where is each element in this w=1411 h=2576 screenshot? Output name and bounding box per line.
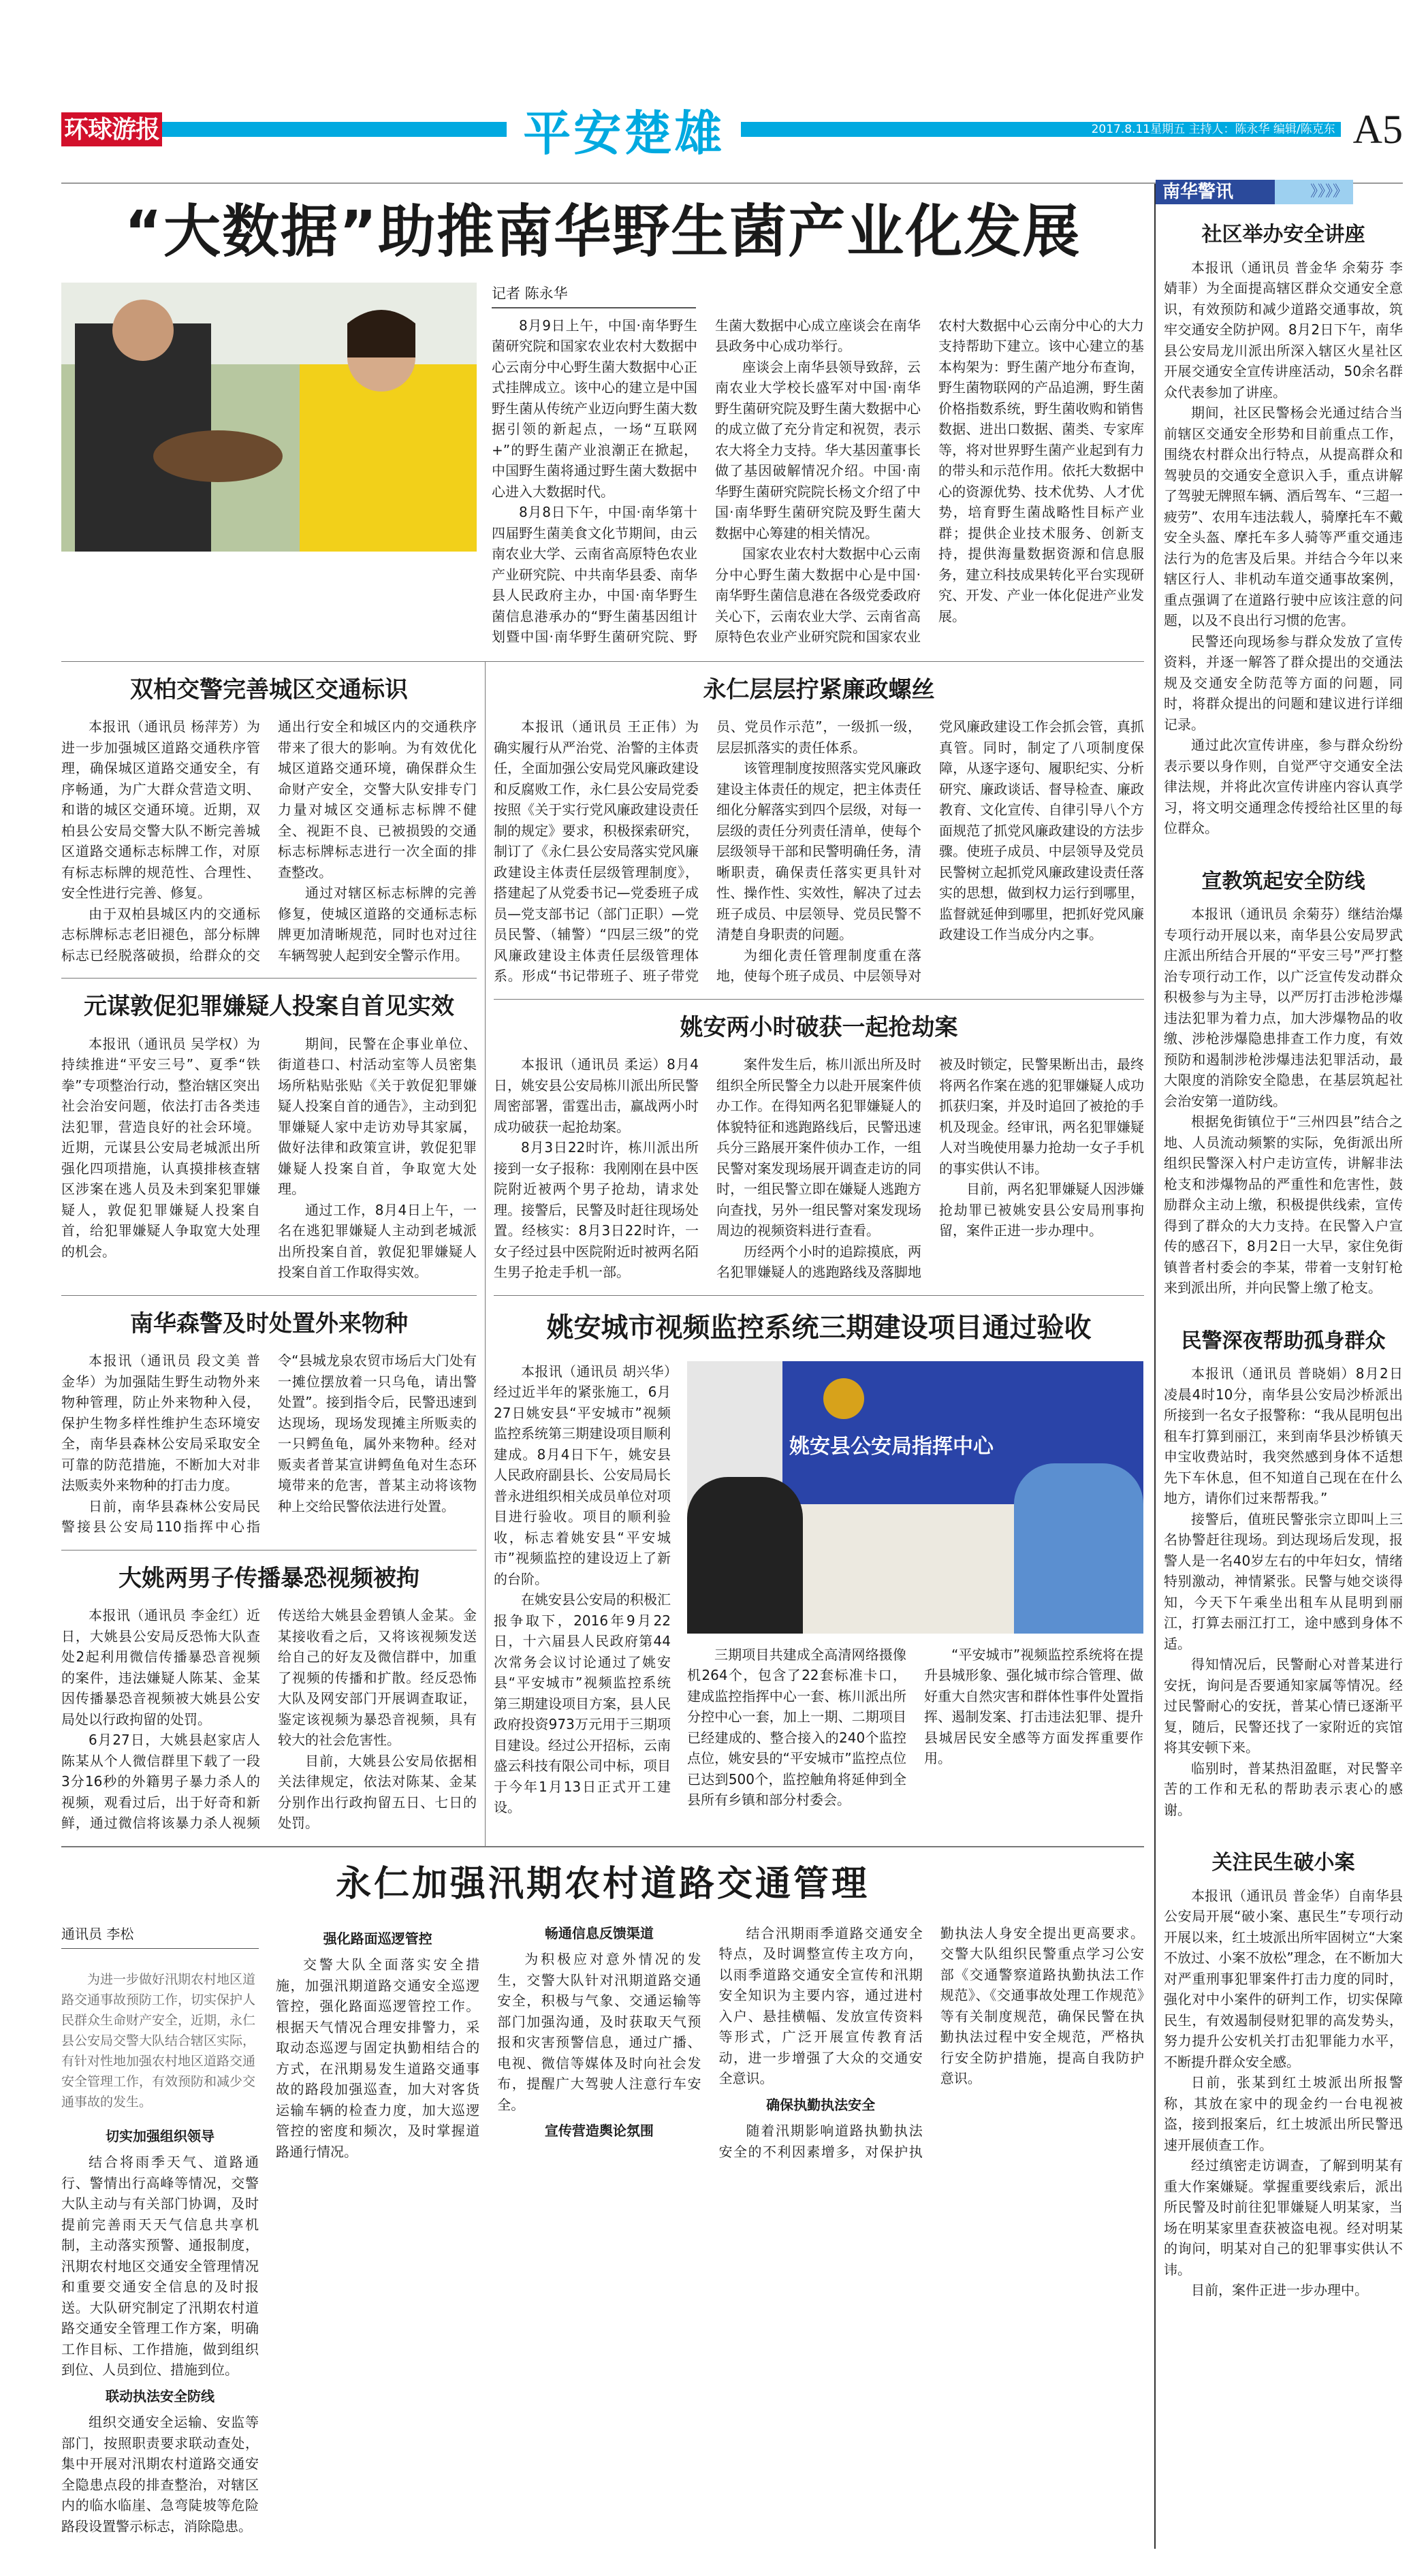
paragraph: 切实加强组织领导 — [106, 2127, 215, 2144]
article-yaoan-surveillance — [494, 1296, 1144, 1830]
paragraph: 结合汛期雨季道路交通安全特点，及时调整宣传主攻方向，以雨季道路交通安全宣传和汛期安全知识为主要内容，通过进村入户、悬挂横幅、发放宣传资料等形式，广泛开展宣传教育活动，进一步增强了大众的交通安全意识。 — [718, 1924, 923, 2087]
article-body — [1164, 257, 1403, 839]
paragraph: 临别时，普某热泪盈眶，对民警辛苦的工作和无私的帮助表示衷心的感谢。 — [1164, 1760, 1403, 1818]
paragraph: 该管理制度按照落实党风廉政建设主体责任的规定，把主体责任细化分解落实到四个层级，对每一层级的责任分列责任清单，使每个层级领导干部和民警明确任务，清晰职责，确保责任落实更具针对性、操作性、实效性，解决了过去班子成员、中层领导、党员民警不清楚自身职责的问题。 — [716, 760, 921, 943]
paragraph: 组织交通安全运输、安监等部门，按照职责要求联动查处，集中开展对汛期农村道路交通安全隐患点段的排查整治，对辖区内的临水临崖、急弯陡坡等危险路段设置警示标志，消除隐患。 — [61, 2414, 259, 2534]
paragraph: 目前，案件正进一步办理中。 — [1191, 2282, 1368, 2298]
lead-row — [61, 283, 1144, 648]
article-yuanmou — [61, 979, 477, 1295]
paper-logo: 环球游报 — [61, 112, 162, 146]
command-center-photo — [687, 1361, 1143, 1634]
paragraph: 经过缜密走访调查，了解到明某有重大作案嫌疑。掌握重要线索后，派出所民警及时前往犯罪嫌疑人明某家，当场在明某家里查获被盗电视。经对明某的询问，明某对自己的犯罪事实供认不讳。 — [1164, 2157, 1403, 2278]
masthead-bar-right — [741, 122, 1085, 137]
paragraph: 宣传营造舆论氛围 — [544, 2122, 654, 2140]
article-yaoan-robbery — [494, 1000, 1144, 1295]
paragraph: 本报讯（通讯员 李金红）近日，大姚县公安局反恐怖大队查处2起利用微信传播暴恐音视频的案件，违法嫌疑人陈某、金某因传播暴恐音视频被大姚县公安局处以行政拘留的处罚。 — [61, 1607, 260, 1728]
paragraph: 8月8日下午，中国·南华第十四届野生菌美食文化节期间，由云南农业大学、云南省高原特色农业产业研究院、中共南华县委、南华县人民政府主办，中国·南华野生菌信息港承办的“野生菌基因组计划暨中国·南华野生菌研究院、野生菌大数据中心成立座谈会在南华县政务中心成功举行。 — [492, 317, 921, 646]
paragraph: 6月27日，大姚县赵家店人陈某从个人微信群里下载了一段3分16秒的外籍男子暴力杀人的视频，观看过后，出于好奇和新鲜，通过微信将该暴力杀人视频传送给大姚县金碧镇人金某。金某接收看之后，又将该视频发送给自己的好友及微信群中，加重了视频的传播和扩散。经反恐怖大队及网安部门开展调查取证，鉴定该视频为暴恐音视频，具有较大的社会危害性。 — [61, 1607, 477, 1832]
article-shuangbai — [61, 662, 477, 979]
paragraph: 本报讯（通讯员 柔运）8月4日，姚安县公安局栋川派出所民警周密部署，雷霆出击，赢战两小时成功破获一起抢劫案。 — [494, 1056, 699, 1135]
article-body — [61, 1605, 477, 1834]
article-dayao — [61, 1551, 477, 1846]
lead-photo — [61, 283, 477, 552]
article-lede: 为进一步做好汛期农村地区道路交通事故预防工作，切实保护人民群众生命财产安全，近期，永仁县公安局交警大队结合辖区实际，有针对性地加强农村地区道路交通安全管理工作，有效预防和减少交通事故的发生。 — [61, 1971, 256, 2110]
article-nanhua-forest-police — [61, 1296, 477, 1550]
article-body — [494, 716, 1144, 987]
article-body-continued — [276, 1923, 1144, 2537]
article-title: 姚安城市视频监控系统三期建设项目通过验收 — [546, 1311, 1092, 1343]
paragraph: 接警后，值班民警张宗立即叫上三名协警赶往现场。到达现场后发现，报警人是一名40岁左右的中年妇女，情绪特别激动，神情紧张。民警与她交谈得知，今天下午乘坐出租车从昆明到丽江，打算去丽江打工，途中感到身体不适。 — [1164, 1510, 1403, 1652]
masthead-bar-left — [162, 122, 507, 137]
paragraph: 本报讯（通讯员 普金华 余菊芬 李婧菲）为全面提高辖区群众交通安全意识，有效预防和减少道路交通事故，筑牢交通安全防护网。8月2日下午，南华县公安局龙川派出所深入辖区火星社区开展交通安全宣传讲座活动，50余名群众代表参加了讲座。 — [1164, 259, 1403, 400]
paragraph: 日前，南华县森林公安局民警接县公安局110指挥中心指令“县城龙泉农贸市场后大门处有一摊位摆放着一只乌龟，请出警处置”。接到指令后，民警迅速到达现场，现场发现摊主所贩卖的一只鳄鱼龟，属外来物种。经对贩卖者普某宣讲鳄鱼龟对生态环境带来的危害，普某主动将该物种上交给民警依法进行处置。 — [61, 1352, 477, 1536]
article-body — [494, 1054, 1144, 1283]
lead-byline: 记者 陈永华 — [492, 283, 696, 308]
paragraph: 结合将雨季天气、道路通行、警情出行高峰等情况，交警大队主动与有关部门协调，及时提前完善雨天天气信息共享机制，主动落实预警、通报制度，汛期农村地区交通安全管理情况和重要交通安全信息的及时报送。大队研究制定了汛期农村道路交通安全管理工作方案，明确工作目标、工作措施，做到组织到位、人员到位、措施到位。 — [61, 2154, 259, 2379]
article-title: 宣教筑起安全防线 — [1201, 869, 1365, 893]
paragraph: 由于双柏县城区内的交通标志标牌标志老旧褪色，部分标牌标志已经脱落破损，给群众的交通出行安全和城区内的交通秩序带来了很大的影响。为有效优化城区道路交通环境，确保群众生命财产安全，交警大队安排专门力量对城区交通标志标牌不健全、视距不良、已被损毁的交通标志标牌标志进行一次全面的排查整改。 — [61, 718, 477, 964]
sidebar-article-community — [1164, 204, 1403, 851]
paragraph: 本报讯（通讯员 余菊芬）继结治爆专项行动开展以来，南华县公安局罗武庄派出所结合开展的“平安三号”严打整治专项行动工作，以广泛宣传发动群众积极参与为主导，以严厉打击涉枪涉爆违法犯罪为着力点，加大涉爆物品的收缴、涉枪涉爆隐患排查工作力度，有效预防和遏制涉枪涉爆违法犯罪活动，最大限度的消除安全隐患，在基层筑起社会治安第一道防线。 — [1164, 906, 1403, 1109]
article-body — [61, 716, 477, 966]
paragraph: 本报讯（通讯员 王正伟）为确实履行从严治党、治警的主体责任，全面加强公安局党风廉政建设和反腐败工作，永仁县公安局党委按照《关于实行党风廉政建设责任制的规定》要求，积极探索研究，制订了《永仁县公安局落实党风廉政建设主体责任层级管理制度》，搭建起了从党委书记—党委班子成员—党支部书记（部门正职）—党员民警、（辅警）“四层三级”的党风廉政建设主体责任层级管理体系。形成“书记带班子、班子带党员、党员作示范”，一级抓一级，层层抓落实的责任体系。 — [494, 718, 921, 985]
sidebar-header — [1156, 180, 1353, 204]
officer-figure — [1014, 1463, 1143, 1634]
sidebar-article-night-help — [1164, 1311, 1403, 1833]
article-body — [61, 2126, 259, 2537]
surveillance-layout — [494, 1361, 1144, 1818]
paragraph: 历经两个小时的追踪摸底，两名犯罪嫌疑人的逃跑路线及落脚地被及时锁定，民警果断出击，最终将两名作案在逃的犯罪嫌疑人成功抓获归案，并及时追回了被抢的手机及现金。经审讯，两名犯罪嫌疑人对当晚使用暴力抢劫一女子手机的事实供认不讳。 — [716, 1056, 1144, 1281]
police-emblem-icon — [823, 1378, 864, 1419]
paragraph: 国家农业农村大数据中心云南分中心野生菌大数据中心是中国·南华野生菌信息港在各级党委政府关心下，云南农业大学、云南省高原特色农业产业研究院和国家农业农村大数据中心云南分中心的大力支持帮助下建立。该中心建立的基本构架为：野生菌产地分布查询，野生菌物联网的产品追溯，野生菌价格指数系统，野生菌收购和销售数据、进出口数据、菌类、专家库等，将对世界野生菌产业起到有力的带头和示范作用。依托大数据中心的资源优势、技术优势、人才优势，培育野生菌战略性目标产业群；提供企业技术服务、创新支持，提供海量数据资源和信息服务，建立科技成果转化平台实现研究、开发、产业一体化促进产业发展。 — [715, 317, 1144, 646]
left-column — [61, 662, 477, 1846]
article-body — [61, 1350, 477, 1538]
main-content — [61, 184, 1144, 2549]
paragraph: 8月9日上午，中国·南华野生菌研究院和国家农业农村大数据中心云南分中心野生菌大数据中心正式挂牌成立。该中心的建立是中国野生菌从传统产业迈向野生菌大数据引领的新起点，一场“互联网+”的野生菌产业浪潮正在掀起，中国野生菌将通过野生菌大数据中心进入大数据时代。 — [492, 317, 697, 500]
paragraph: 座谈会上南华县领导致辞，云南农业大学校长盛军对中国·南华野生菌研究院及野生菌大数据中心的成立做了充分肯定和祝贺，表示农大将全力支持。华大基因董事长做了基因破解情况介绍。中国·南华野生菌研究院院长杨文介绍了中国·南华野生菌研究院及野生菌大数据中心筹建的相关情况。 — [715, 358, 921, 541]
paragraph: 强化路面巡逻管控 — [323, 1930, 432, 1947]
lede-box — [61, 1923, 259, 2537]
paragraph: 本报讯（通讯员 普金华）自南华县公安局开展“破小案、惠民生”专项行动开展以来，红土坡派出所牢固树立“大案不放过、小案不放松”理念，在不断加大对严重刑事犯罪案件打击力度的同时，强化对中小案件的研判工作，切实保障民生，有效遏制侵财犯罪的高发势头，努力提升公安机关打击犯罪能力水平，不断提升群众安全感。 — [1164, 1887, 1403, 2070]
paragraph: 确保执勤执法安全 — [766, 2096, 876, 2113]
middle-row — [61, 662, 1144, 1846]
article-title: 社区举办安全讲座 — [1201, 223, 1365, 247]
right-column — [494, 662, 1144, 1846]
paragraph: 民警还向现场参与群众发放了宣传资料，并逐一解答了群众提出的交通法规及交通安全防范等方面的问题，同时，将群众提出的问题和建议进行详细记录。 — [1164, 633, 1403, 733]
paragraph: 8月3日22时许，栋川派出所接到一女子报称：我刚刚在县中医院附近被两个男子抢劫，请求处理。接警后，民警及时赶往现场处置。经核实：8月3日22时许，一女子经过县中医院附近时被两名陌生男子抢走手机一部。 — [494, 1139, 699, 1281]
paragraph: 通过对辖区标志标牌的完善修复，使城区道路的交通标志标牌更加清晰规范，同时也对过往车辆驾驶人起到安全警示作用。 — [278, 885, 477, 964]
paragraph: 三期项目共建成全高清网络摄像机264个，包含了22套标准卡口，建成监控指挥中心一套、栋川派出所分控中心一套，加上一期、二期项目已经建成的、整合接入的240个监控点位，姚安县的“平安城市”监控点位已达到500个，监控触角将延伸到全县所有乡镇和部分村委会。 — [687, 1646, 906, 1809]
mushroom-photo-illustration — [61, 283, 477, 552]
article-body-continued — [687, 1644, 1143, 1811]
article-title: 永仁层层拧紧廉政螺丝 — [703, 675, 935, 703]
paragraph: “平安城市”视频监控系统将在提升县城形象、强化城市综合管理、做好重大自然灾害和群体性事件处置指挥、遏制发案、打击违法犯罪、提升县城居民安全感等方面发挥重要作用。 — [924, 1646, 1143, 1767]
page-body — [61, 184, 1403, 2549]
paragraph: 根据免街镇位于“三州四县”结合之地、人员流动频繁的实际，免街派出所组织民警深入村户走访宣传，讲解非法枪支和涉爆物品的严重性和危害性，鼓励群众主动上缴，积极提供线索，宣传得到了群众的大力支持。在民警入户宣传的感召下，8月2日一大早，家住免街镇普者村委会的李某，带着一支射钉枪来到派出所，并向民警上缴了枪支。 — [1164, 1113, 1403, 1296]
dateline: 2017.8.11星期五 主持人：陈永华 编辑/陈克东 — [1086, 122, 1341, 137]
paragraph: 得知情况后，民警耐心对普某进行安抚，询问是否要通知家属等情况。经过民警耐心的安抚，普某心情已逐渐平复，随后，民警还找了一家附近的宾馆将其安顿下来。 — [1164, 1656, 1403, 1755]
divider — [485, 662, 486, 1846]
article-body — [494, 1361, 671, 1818]
article-body — [1164, 1363, 1403, 1820]
article-body — [1164, 1886, 1403, 2301]
paragraph: 交警大队全面落实安全措施，加强汛期道路交通安全巡逻管控，强化路面巡逻管控工作。根据天气情况合理安排警力，采取动态巡逻与固定执勤相结合的方式，在汛期易发生道路交通事故的路段加强巡查，加大对客货运输车辆的检查力度，加大巡逻管控的密度和频次，及时掌握道路通行情况。 — [276, 1956, 480, 2160]
section-title: 平安楚雄 — [523, 105, 725, 161]
paragraph: 本报讯（通讯员 段文美 普金华）为加强陆生野生动物外来物种管理，防止外来物种入侵，保护生物多样性维护生态环境安全，南华县森林公安局采取安全可靠的防范措施，不断加大对非法贩卖外来物种的打击力度。 — [61, 1352, 260, 1494]
article-body — [1164, 904, 1403, 1299]
paragraph: 目前，大姚县公安局依据相关法律规定，依法对陈某、金某分别作出行政拘留五日、七日的处罚。 — [278, 1752, 477, 1832]
paragraph: 日前，张某到红土坡派出所报警称，其放在家中的现金约一台电视被盗，接到报案后，红土坡派出所民警迅速开展侦查工作。 — [1164, 2074, 1403, 2153]
article-title: 姚安两小时破获一起抢劫案 — [680, 1013, 958, 1041]
sidebar-article-small-case — [1164, 1832, 1403, 2313]
paragraph: 本报讯（通讯员 普晓娟）8月2日凌晨4时10分，南华县公安局沙桥派出所接到一名女子报警称：“我从昆明包出租车打算到丽江，来到南华县沙桥镇天申宝收费站时，我突然感到身体不适想先下车休息，但不知道自己现在在什么地方，请你们过来帮帮我。” — [1164, 1365, 1403, 1506]
chevrons-icon: 》》》》 — [1275, 180, 1353, 204]
paragraph: 目前，两名犯罪嫌疑人因涉嫌抢劫罪已被姚安县公安局刑事拘留，案件正进一步办理中。 — [939, 1181, 1144, 1239]
lead-headline: “大数据”助推南华野生菌产业化发展 — [124, 198, 1081, 265]
photo-wall-sign: 姚安县公安局指挥中心 — [789, 1434, 994, 1459]
article-title: 关注民生破小案 — [1211, 1851, 1355, 1875]
lead-body — [492, 315, 1144, 648]
lead-article — [492, 283, 1144, 648]
article-title: 双柏交警完善城区交通标识 — [130, 675, 408, 703]
article-yongren-integrity — [494, 662, 1144, 999]
sidebar-header-label: 南华警讯 — [1156, 180, 1275, 204]
paragraph: 本报讯（通讯员 胡兴华）经过近半年的紧张施工，6月27日姚安县“平安城市”视频监控系统第三期建设项目顺利建成。8月4日下午，姚安县人民政府副县长、公安局局长普永进组织相关成员单位对项目进行验收。项目的顺利验收，标志着姚安县“平安城市”视频监控的建设迈上了新的台阶。 — [494, 1363, 671, 1587]
surveillance-right — [687, 1361, 1143, 1818]
paragraph: 通过工作，8月4日上午，一名在逃犯罪嫌疑人主动到老城派出所投案自首，敦促犯罪嫌疑人投案自首工作取得实效。 — [278, 1201, 477, 1281]
paragraph: 在姚安县公安局的积极汇报争取下，2016年9月22日，十六届县人民政府第44次常务会议讨论通过了姚安县“平安城市”视频监控系统第三期建设项目方案，县人民政府投资973万元用于三期项目建设。经过公开招标，云南盛云科技有限公司中标，项目于今年1月13日正式开工建设。 — [494, 1591, 671, 1816]
paragraph: 为积极应对意外情况的发生，交警大队针对汛期道路交通安全，积极与气象、交通运输等部门加强沟通，及时获取天气预报和灾害预警信息，通过广播、电视、微信等媒体及时向社会发布，提醒广大驾驶人注意行车安全。 — [497, 1951, 701, 2113]
article-title: 大姚两男子传播暴恐视频被拘 — [118, 1564, 419, 1592]
paragraph: 本报讯（通讯员 杨萍芳）为进一步加强城区道路交通秩序管理，确保城区道路交通安全，有序畅通，为广大群众营造文明、和谐的城区交通环境。近期，双柏县公安局交警大队不断完善城区道路交通标志标牌工作，对原有标志标牌的规范性、合理性、安全性进行完善、修复。 — [61, 718, 260, 902]
paragraph: 本报讯（通讯员 吴学权）为持续推进“平安三号”、夏季“铁拳”专项整治行动，整治辖区突出社会治安问题，依法打击各类违法犯罪，营造良好的社会环境。近期，元谋县公安局老城派出所强化四项措施，认真摸排核查辖区涉案在逃人员及未到案犯罪嫌疑人，敦促犯罪嫌疑人投案自首，给犯罪嫌疑人争取宽大处理的机会。 — [61, 1035, 260, 1260]
masthead — [61, 0, 1403, 161]
sidebar-article-education — [1164, 851, 1403, 1311]
paragraph: 为细化责任管理制度重在落地，使每个班子成员、中层领导对党风廉政建设工作会抓会管，真抓真管。同时，制定了八项制度保障，从逐字逐句、履职纪实、分析研究、廉政谈话、督导检查、廉政教育、文化宣传、自律引导八个方面规范了抓党风廉政建设的方法步骤。使班子成员、中层领导及党员民警树立起抓党风廉政建设责任落实的思想，做到权力运行到哪里，监督就延伸到哪里，把抓好党风廉政建设工作当成分内之事。 — [716, 718, 1144, 985]
paragraph: 随着汛期影响道路执勤执法安全的不利因素增多，对保护执勤执法人身安全提出更高要求。交警大队组织民警重点学习公安部《交通警察道路执勤执法工作规范》、《交通事故处理工作规范》等有关制度规范，确保民警在执勤执法过程中安全规范，严格执行安全防护措施，提高自我防护意识。 — [718, 1924, 1144, 2160]
article-title: 永仁加强汛期农村道路交通管理 — [335, 1863, 870, 1905]
paragraph: 联动执法安全防线 — [106, 2387, 215, 2404]
article-byline: 通讯员 李松 — [61, 1923, 259, 1949]
article-title: 民警深夜帮助孤身群众 — [1181, 1329, 1386, 1353]
paragraph: 期间，民警在企事业单位、街道巷口、村活动室等人员密集场所粘贴张贴《关于敦促犯罪嫌疑人投案自首的通告》，主动到犯罪嫌疑人家中走访劝导其家属，做好法律和政策宣讲，敦促犯罪嫌疑人投案自首，争取宽大处理。 — [278, 1035, 477, 1198]
article-title: 元谋敦促犯罪嫌疑人投案自首见实效 — [84, 993, 454, 1021]
article-title: 南华森警及时处置外来物种 — [130, 1309, 408, 1337]
paragraph: 畅通信息反馈渠道 — [544, 1924, 654, 1941]
paragraph: 通过此次宣传讲座，参与群众纷纷表示要以身作则，自觉严守交通安全法律法规，并将此次宣传讲座内容认真学习，将文明交通理念传授给社区里的每位群众。 — [1164, 737, 1403, 836]
attendee-figure — [687, 1477, 803, 1634]
article-yongren-flood-traffic — [61, 1847, 1144, 2549]
article-body — [61, 1034, 477, 1283]
sidebar — [1154, 184, 1403, 2549]
flood-layout — [61, 1923, 1144, 2537]
page-number: A5 — [1352, 106, 1403, 152]
paragraph: 案件发生后，栋川派出所及时组织全所民警全力以赴开展案件侦办工作。在得知两名犯罪嫌疑人的体貌特征和逃跑路线后，民警迅速兵分三路展开案件侦办工作，一组民警对案发现场展开调查走访的同时，一组民警立即在嫌疑人逃跑方向查找，另外一组民警对案发现场周边的视频资料进行查看。 — [716, 1056, 921, 1239]
paragraph: 期间，社区民警杨会光通过结合当前辖区交通安全形势和目前重点工作，围绕农村群众出行特点，从提高群众和驾驶员的交通安全意识入手，重点讲解了驾驶无牌照车辆、酒后驾车、“三超一疲劳”、农用车违法载人，骑摩托车不戴安全头盔、摩托车多人骑等严重交通违法行为的危害及后果。并结合今年以来辖区行人、非机动车道交通事故案例，重点强调了在道路行驶中应该注意的问题，以及不良出行习惯的危害。 — [1164, 404, 1403, 629]
